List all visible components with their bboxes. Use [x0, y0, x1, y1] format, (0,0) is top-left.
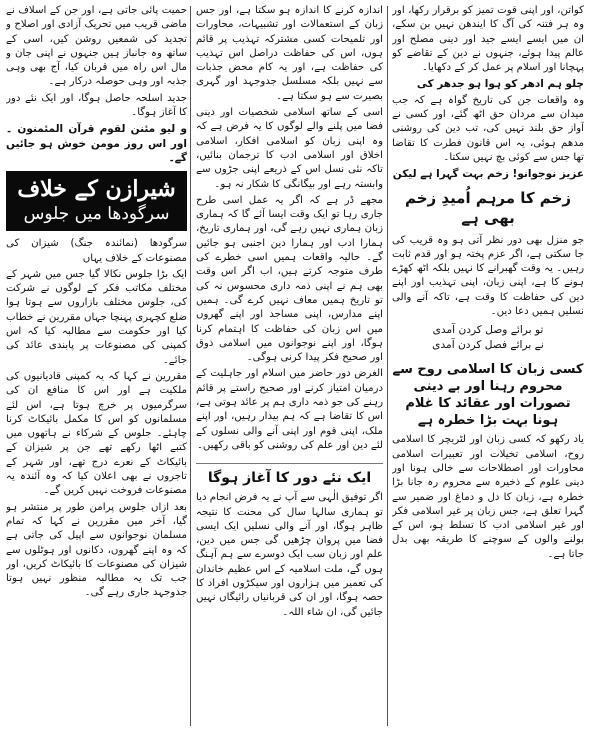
- article-paragraph: اسی کے ساتھ اسلامی شخصیات اور دینی فضا میں پلنے والے لوگوں کا یہ فرض ہے کہ وہ اپنی زبان کو اسلامی افکار، اسلامی اخلاق اور اسلامی ادب کا ترجمان بنائیں، تاکہ نئی نسل اس کے ذریعے اپنی جڑوں سے وابستہ رہے اور بیگانگی کا شکار نہ ہو۔: [196, 107, 383, 190]
- article-paragraph: اگر توفیق الٰہی سے آپ نے یہ فرض انجام دیا تو ہماری سالہا سال کی محنت کا نتیجہ ظاہر ہوگا، اور آنے والی نسلیں ایک ایسی فضا میں پروان چڑھیں گی جس میں دین، علم اور زبان سب ایک دوسرے سے ہم آہنگ ہوں گے، ملت اسلامیہ کے اس عظیم خاندان کی تعمیر میں ہزاروں اور سیکڑوں افراد کا حصہ ہوگا، اور ان کی قربانیاں رائیگاں نہیں جائیں گی، ان شاء اللہ۔: [196, 492, 383, 618]
- headline-language-danger: کسی زبان کا اسلامی روح سے محروم رہنا اور بے دینی تصورات اور عقائد کا غلام ہونا بہت بڑا خطرہ ہے: [392, 362, 584, 429]
- article-paragraph: مقررین نے کہا کہ یہ کمپنی قادیانیوں کی ملکیت ہے اور اس کا منافع ان کی سرگرمیوں پر خرچ ہوتا ہے، اس لئے مسلمانوں کو اس کا مکمل بائیکاٹ کرنا چاہئے۔ جلوس کے شرکاء نے ہاتھوں میں کتبے اٹھا رکھے تھے جن پر شیزان کے بائیکاٹ کے نعرے درج تھے، اور شہر کے تاجروں نے بھی اعلان کیا کہ وہ آئندہ یہ مصنوعات فروخت نہیں کریں گے۔: [6, 370, 187, 497]
- column-divider-left: [190, 6, 191, 726]
- article-paragraph: جدید اسلحہ حاصل ہوگا، اور ایک نئے دور کا آغاز ہوگا۔: [6, 92, 187, 119]
- article-paragraph: حمیت پائی جاتی ہے، اور جن کے اسلاف نے ماضی قریب میں تحریک آزادی اور اصلاح و تجدید کی شمعیں روشن کیں، اسی کے ساتھ وہ جانباز ہیں جنہوں نے اپنی جان و مال اس راہ میں قربان کیا، آج بھی وہی جذبہ اور وہی حوصلہ درکار ہے۔: [6, 5, 187, 88]
- headline-new-era: ایک نئے دور کا آغاز ہوگا: [196, 463, 383, 487]
- banner-line-1: شیرازن کے خلاف: [17, 176, 176, 203]
- verse-line: چلو ہم ادھر کو ہوا ہو جدھر کی: [416, 78, 584, 91]
- article-paragraph: کواتن، اور اپنی قوت تمیز کو برقرار رکھا، اور وہ ہر فتنہ کی آگ کا ایندھن نہیں بن سکے، ان میں ایسے ایسے جید اور دینی مصلح اور عالم پیدا ہوئے، جنہوں نے دین کے تقاضے کو پہچانا اور اسلام پر عمل کر کے دکھایا۔: [392, 5, 584, 74]
- article-paragraph: بعد ازاں جلوس پرامن طور پر منتشر ہو گیا، آخر میں مقررین نے کہا کہ تمام مسلمان نوجوانوں سے اپیل کی جاتی ہے کہ وہ اپنے گھروں، دکانوں اور ہوٹلوں سے شیزان کی مصنوعات کا بائیکاٹ کریں، اور جب تک یہ مطالبہ منظور نہیں ہوتا جدوجہد جاری رہے گی۔: [6, 501, 187, 599]
- couplet-line-2: نے برائے فصل کردن آمدی: [432, 339, 544, 352]
- article-paragraph: مجھے ڈر ہے کہ اگر یہ عمل اسی طرح جاری رہا تو ایک وقت ایسا آئے گا کہ ہماری زبان ہماری نہیں رہے گی، اور ہماری تاریخ، ہمارا ادب اور ہمارا دین اجنبی ہو جائیں گے۔ حالیہ واقعات ہمیں اسی خطرے کی طرف متوجہ کرتے ہیں، اب اگر اس وقت بھی ہم نے اپنی ذمہ داری محسوس نہ کی تو تاریخ ہمیں معاف نہیں کرے گی۔ ہمیں اپنے مدارس، اپنی مساجد اور اپنے گھروں میں اس زبان کی حفاظت کا اہتمام کرنا ہوگا، اور اپنے نوجوانوں میں اسلامی ذوق اور صحیح فکر پیدا کرنی ہوگی۔: [196, 194, 383, 364]
- couplet-line-1: تو برائے وصل کردن آمدی: [432, 324, 544, 337]
- article-paragraph: اندازہ کرنے کا اندازہ ہو سکتا ہے، اور جس زبان کے استعمالات اور تشبیہات، محاورات اور تلمیحات کسی مشترکہ تہذیب پر قائم ہوں، اس کی حفاظت دراصل اس تہذیب کی حفاظت ہے، اور یہ کام محض جذبات سے نہیں بلکہ مسلسل جدوجہد اور گہری بصیرت سے ہو سکتا ہے۔: [196, 5, 383, 102]
- subheading-text: عزیز نوجوانو! زخم بہت گہرا ہے لیکن: [392, 168, 584, 181]
- article-paragraph: یاد رکھو کہ کسی زبان اور لٹریچر کا اسلامی روح، اسلامی تخیلات اور تعبیرات اسلامی محاورات اور اصطلاحات سے خالی ہونا اور دینی علوم کے ذخیرہ سے محروم رہ جانا بڑا خطرہ ہے، زبان کا دل و دماغ اور ضمیر سے گہرا تعلق ہے، جس زبان پر غیر اسلامی فکر اور غیر اسلامی ادب کا تسلط ہو، اس کے بولنے والوں کے سوچنے کا طریقہ بھی بدل جاتا ہے۔: [392, 434, 584, 560]
- banner-line-2: سرگودھا میں جلوس: [23, 204, 170, 225]
- article-paragraph: جو منزل بھی دور نظر آتی ہو وہ قریب کی جا سکتی ہے، اگر عزم پختہ ہو اور قدم ثابت رہیں۔ یہ وقت گھبرانے کا نہیں بلکہ اٹھ کھڑے ہونے کا ہے، اپنی زبان، اپنی تہذیب اور اپنے دین کی حفاظت کا وقت ہے، تاکہ آنے والی نسلیں ہمیں دعا دیں۔: [392, 234, 584, 318]
- headline-wound-remedy: زخم کا مرہم اُمیدِ زخم بھی ہے: [404, 188, 572, 227]
- column-right: [392, 4, 584, 726]
- column-divider-right: [387, 6, 388, 726]
- persian-couplet: [392, 323, 584, 353]
- article-paragraph: وہ واقعات جن کی تاریخ گواہ ہے کہ جب میدان سے مردان حق اٹھ گئے، اور کسی نے آواز حق بلند نہیں کی، تب دین کی روشنی مدھم ہوئی، یہ اس قانون فطرت کا تقاضا تھا جس سے کوئی بچ نہیں سکتا۔: [392, 94, 584, 163]
- article-paragraph: الغرض دور حاضر میں اسلام اور جاہلیت کے درمیان امتیاز کرنے اور صحیح راستے پر قائم رہنے کی جو ذمہ داری ہم پر عائد ہوتی ہے، اس کا تقاضا ہے کہ ہم بیدار رہیں، اور اپنے ملک، اپنی قوم اور اپنی آنے والی نسلوں کے لئے دین اور علم کی روشنی کو باقی رکھیں۔: [196, 368, 383, 451]
- article-paragraph: ایک بڑا جلوس نکالا گیا جس میں شہر کے مختلف مکاتب فکر کے لوگوں نے شرکت کی، جلوس مختلف بازاروں سے ہوتا ہوا ضلع کچہری پہنچا جہاں مقررین نے خطاب کیا اور حکومت سے مطالبہ کیا کہ اس کمپنی کی مصنوعات پر پابندی عائد کی جائے۔: [6, 268, 187, 366]
- column-left: [6, 4, 187, 726]
- news-dateline: سرگودھا (نمائندہ جنگ) شیزان کی مصنوعات کے خلاف یہاں: [6, 238, 187, 264]
- column-middle: [196, 4, 383, 726]
- news-banner-headline: [6, 171, 187, 231]
- quran-quote: و لیو مئنن لقوم قرآن المئمنون ۔ اور اس روز مومن خوش ہو جائیں گے۔: [6, 123, 187, 164]
